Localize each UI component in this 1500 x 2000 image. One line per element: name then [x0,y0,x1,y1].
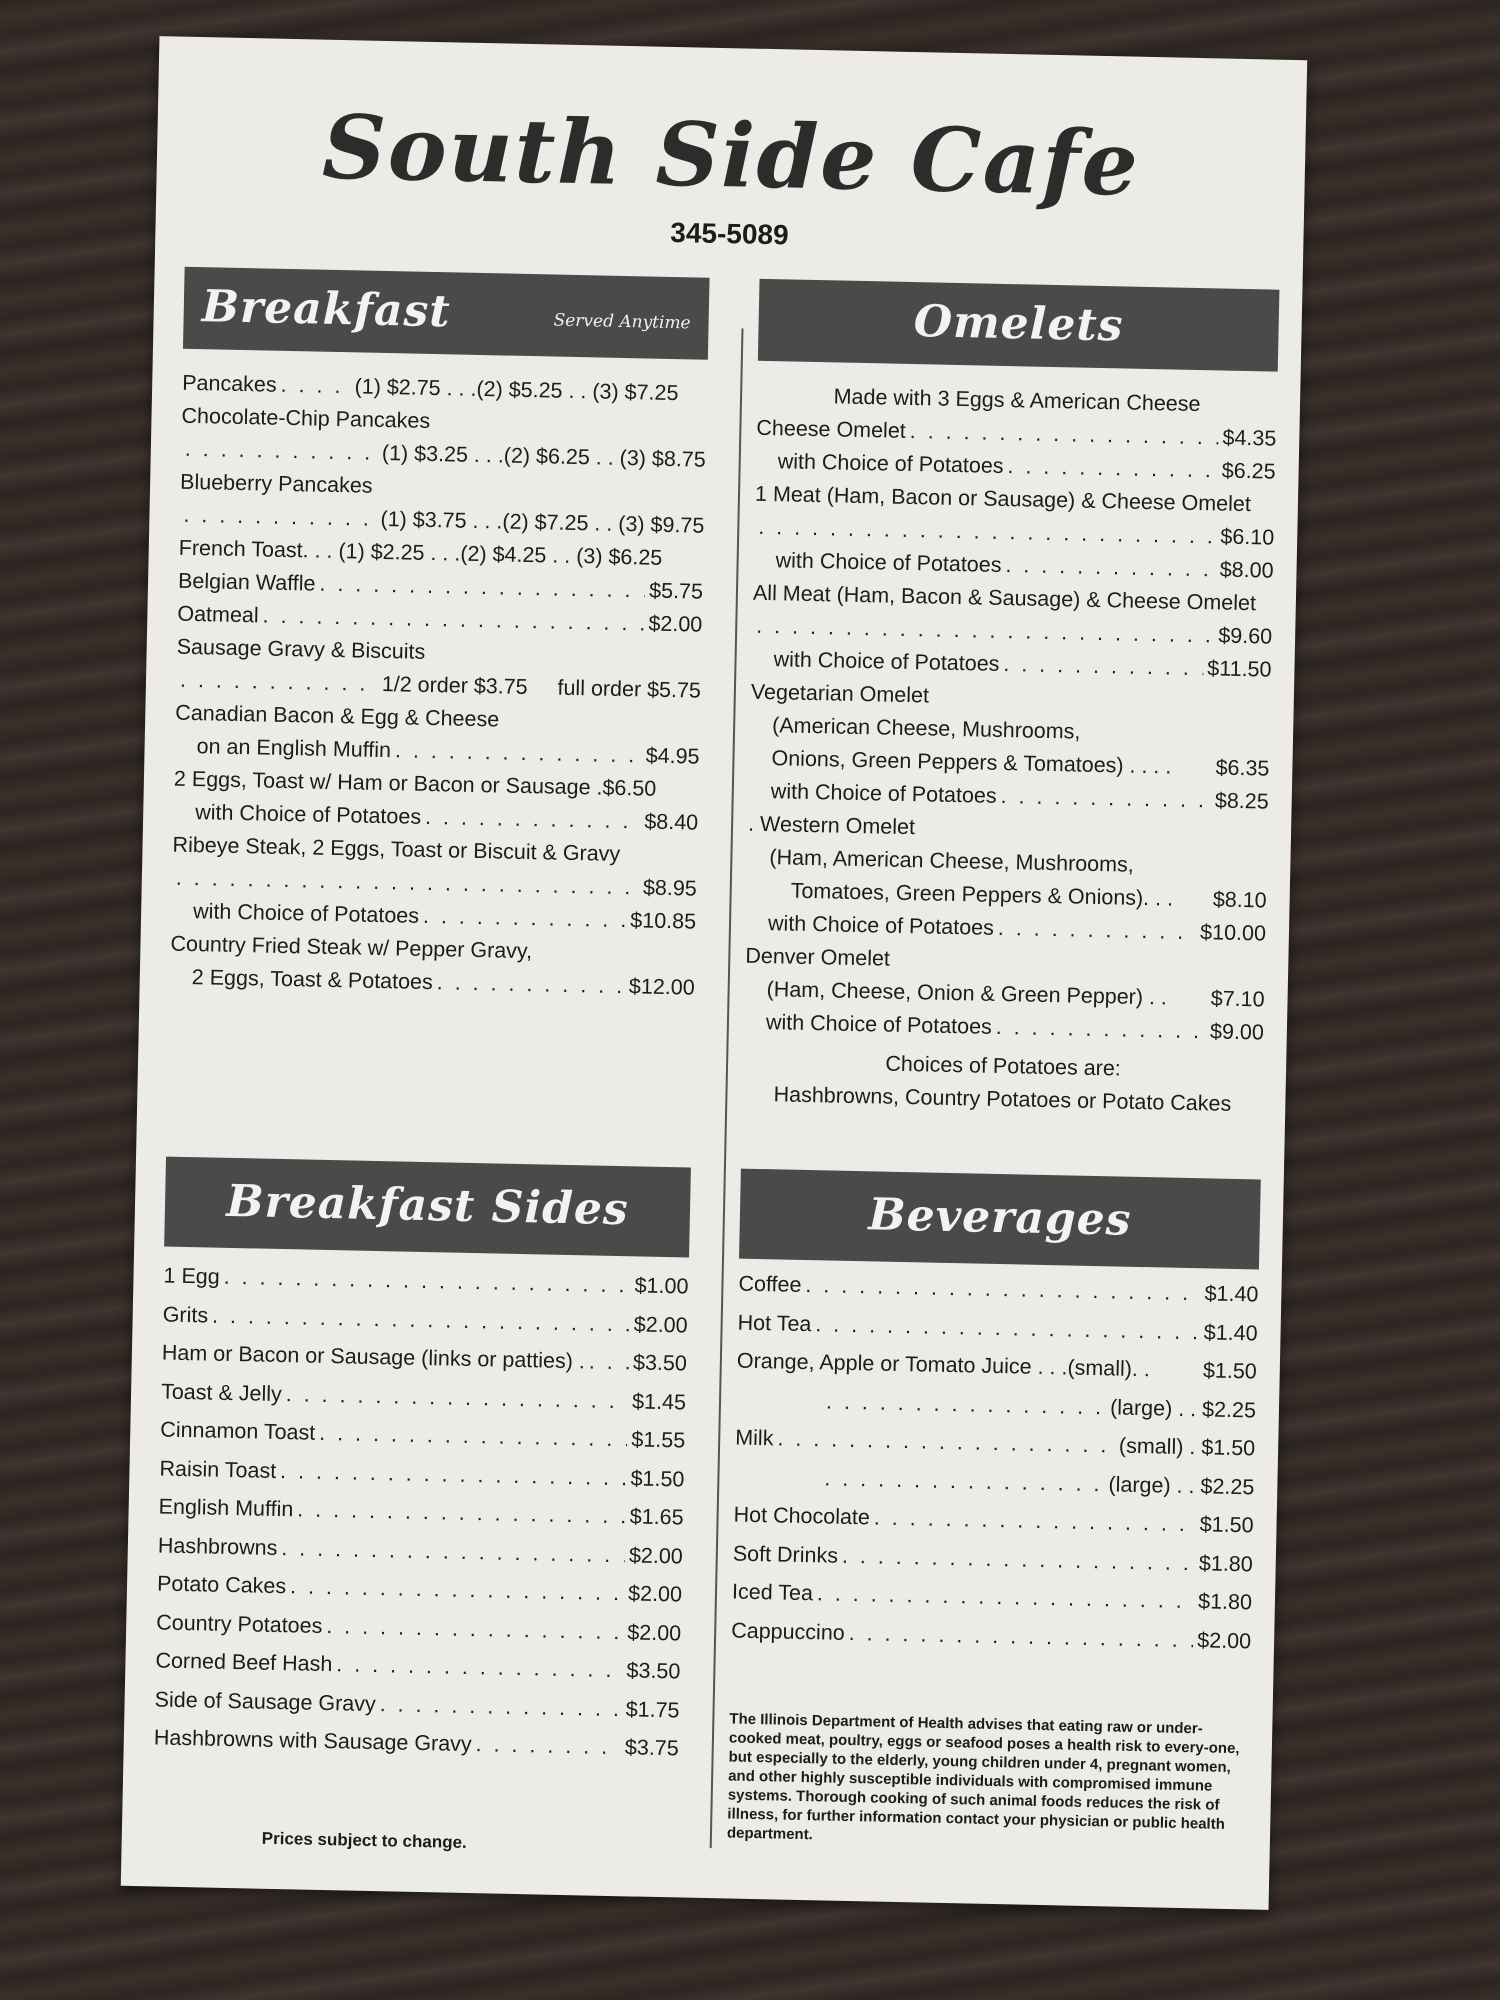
side-item: Toast & Jelly . . . $1.45 [161,1372,687,1421]
menu-item-sub: . . . (large) . . $2.25 [734,1457,1255,1506]
menu-item: Cappuccino . . . $2.00 [731,1611,1252,1660]
breakfast-banner [183,267,710,360]
menu-item-prices: . . . (1) $3.25 . . .(2) $6.25 . . (3) $8.75 [181,433,707,477]
menu-item-desc: Tomatoes, Green Peppers & Onions). . . $8.10 [790,878,1267,913]
side-item: Corned Beef Hash . . . $3.50 [155,1641,681,1690]
menu-item: Oatmeal . . . $2.00 [177,598,703,642]
menu-item: Orange, Apple or Tomato Juice . . .(small). . $1.50 [736,1348,1258,1384]
menu-item: Hot Chocolate . . . $1.50 [733,1496,1254,1545]
menu-item-sub: with Choice of Potatoes . . . $11.50 [751,643,1272,687]
breakfast-subtitle: Served Anytime [553,310,691,334]
menu-item: Hot Tea . . . $1.40 [737,1303,1258,1352]
menu-item: Belgian Waffle . . . $5.75 [178,565,704,609]
menu-item: Milk . . . (small) . $1.50 [735,1419,1256,1468]
menu-item-desc: (Ham, Cheese, Onion & Green Pepper) . . $7.10 [766,977,1265,1012]
menu-item: Sausage Gravy & Biscuits [176,634,426,664]
side-item: Ham or Bacon or Sausage (links or patties) . . . . $3.50 [162,1334,688,1383]
breakfast-title: Breakfast [201,281,452,338]
menu-item: 1 Meat (Ham, Bacon or Sausage) & Cheese Omelet [754,481,1252,517]
sides-banner [164,1157,691,1258]
menu-item-sub: with Choice of Potatoes . . . $10.00 [746,907,1267,951]
health-notice: The Illinois Department of Health advises that eating raw or under-cooked meat, poultry, eggs or seafood poses a health risk to every-one, but especially to the elderly, young children under 4, pregnant women, and other highly susceptible individuals with compromised immune systems. Thorough cooking of such animal foods reduces the risk of illness, for further information contact your physician or public health department. [726,1710,1240,1844]
menu-item-prices: . . . $8.95 [172,862,698,906]
menu-item: 2 Eggs, Toast w/ Ham or Bacon or Sausage .$6.50 [173,766,657,801]
menu-item: Soft Drinks . . . $1.80 [732,1534,1253,1583]
omelets-section [742,279,1279,1122]
side-item: Side of Sausage Gravy . . . $1.75 [154,1680,680,1729]
menu-item-sub: on an English Muffin . . . $4.95 [174,730,700,774]
side-item: Potato Cakes . . . $2.00 [157,1564,683,1613]
side-item: Raisin Toast . . . $1.50 [159,1449,685,1498]
sides-section [153,1157,690,1768]
menu-item-prices: . . . $6.10 [754,511,1275,555]
menu-item: Country Fried Steak w/ Pepper Gravy, [170,931,533,964]
menu-item-sub: with Choice of Potatoes . . . $8.00 [753,544,1274,588]
sides-title: Breakfast Sides [225,1175,630,1236]
menu-item-sub: with Choice of Potatoes . . . $10.85 [171,895,697,939]
menu-item: Pancakes . . . (1) $2.75 . . .(2) $5.25 . . (3) $7.25 [182,367,708,411]
menu-item-sub: . . . (large) . . $2.25 [736,1380,1257,1429]
menu-item: Chocolate-Chip Pancakes [181,403,431,433]
cafe-phone: 345-5089 [670,216,789,251]
menu-item-sub: with Choice of Potatoes . . . $8.25 [748,775,1269,819]
menu-item-desc: Onions, Green Peppers & Tomatoes) . . . . $6.35 [771,746,1270,781]
menu-item: Coffee . . . $1.40 [738,1265,1259,1314]
side-item: 1 Egg . . . $1.00 [163,1257,689,1306]
menu-item: Denver Omelet [745,943,891,971]
menu-item-prices: . . . 1/2 order $3.75 full order $5.75 [176,664,702,708]
side-item: Grits . . . $2.00 [162,1295,688,1344]
menu-item: Ribeye Steak, 2 Eggs, Toast or Biscuit & Gravy [172,832,621,867]
menu-item: All Meat (Ham, Bacon & Sausage) & Cheese Omelet [752,580,1257,616]
menu-item-prices: . . . (1) $3.75 . . .(2) $7.25 . . (3) $9.75 [179,499,705,543]
menu-item: . Western Omelet [747,811,916,840]
menu-item-sub: with Choice of Potatoes . . . $6.25 [755,445,1276,489]
beverages-section [727,1169,1261,1854]
menu-item: Iced Tea . . . $1.80 [732,1573,1253,1622]
beverages-title: Beverages [867,1189,1132,1246]
side-item: Hashbrowns with Sausage Gravy . . . $3.75 [153,1718,679,1767]
menu-item-sub: with Choice of Potatoes . . . $9.00 [744,1006,1265,1050]
potato-choices: Hashbrowns, Country Potatoes or Potato Cakes [773,1082,1232,1116]
menu-item-sub: with Choice of Potatoes . . . $8.40 [173,796,699,840]
menu-item-desc: (Ham, American Cheese, Mushrooms, [769,845,1135,877]
menu-item-sub: 2 Eggs, Toast & Potatoes . . . $12.00 [169,961,695,1005]
breakfast-section [169,267,709,1005]
menu-item: Canadian Bacon & Egg & Cheese [175,700,500,732]
side-item: Cinnamon Toast . . . $1.55 [160,1411,686,1460]
menu-item: Blueberry Pancakes [179,469,373,498]
menu-item: Vegetarian Omelet [750,679,930,708]
cafe-name: South Side Cafe [321,94,1141,216]
menu-item: French Toast. . . (1) $2.25 . . .(2) $4.25 . . (3) $6.25 [178,535,663,570]
omelets-title: Omelets [913,296,1125,352]
prices-note: Prices subject to change. [261,1828,467,1853]
omelets-intro: Made with 3 Eggs & American Cheese [833,384,1201,417]
potato-choices-title: Choices of Potatoes are: [885,1051,1122,1081]
menu-item: Cheese Omelet . . . $4.35 [756,412,1277,456]
beverages-banner [739,1169,1261,1270]
omelets-banner [758,279,1280,372]
side-item: English Muffin . . . $1.65 [158,1487,684,1536]
side-item: Hashbrowns . . . $2.00 [157,1526,683,1575]
menu-page [121,36,1307,1910]
side-item: Country Potatoes . . . $2.00 [156,1603,682,1652]
menu-item-prices: . . . $9.60 [752,610,1273,654]
menu-item-desc: (American Cheese, Mushrooms, [771,713,1081,744]
